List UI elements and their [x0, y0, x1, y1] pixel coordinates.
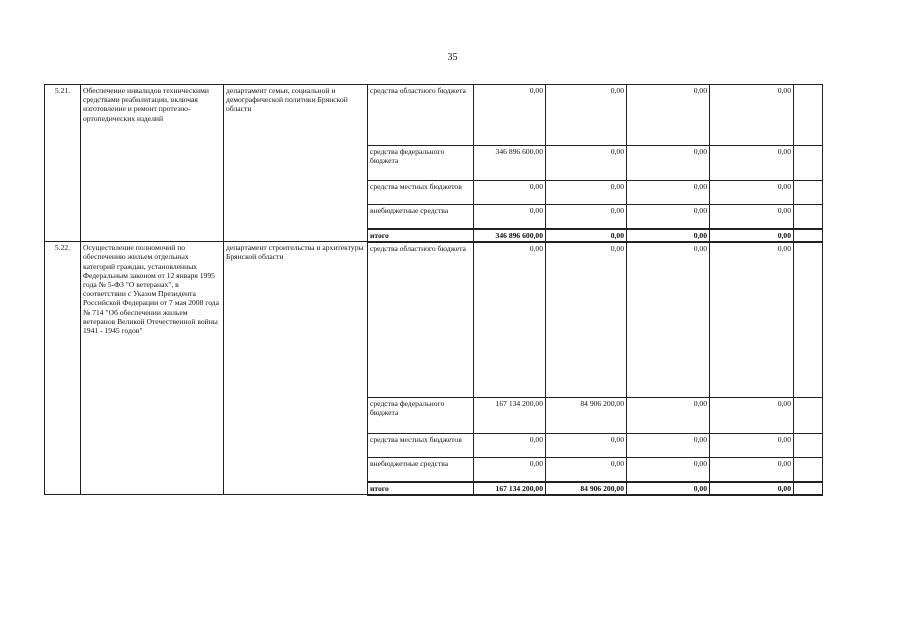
- value-cell: 84 906 200,00: [546, 398, 627, 434]
- value-cell: 0,00: [474, 85, 546, 146]
- value-cell: 0,00: [474, 181, 546, 205]
- value-cell: 0,00: [627, 482, 710, 495]
- value-cell: 346 896 600,00: [474, 146, 546, 181]
- value-cell: 0,00: [627, 205, 710, 229]
- empty-cell: [794, 458, 823, 482]
- table-row: [45, 85, 823, 146]
- value-cell: 0,00: [710, 85, 794, 146]
- funding-source: средства областного бюджета: [368, 85, 474, 146]
- value-cell: 0,00: [627, 434, 710, 458]
- value-cell: 0,00: [474, 434, 546, 458]
- funding-source: средства федерального бюджета: [368, 146, 474, 181]
- value-cell: 0,00: [710, 229, 794, 242]
- empty-cell: [794, 85, 823, 146]
- value-cell: 0,00: [474, 458, 546, 482]
- value-cell: 0,00: [627, 85, 710, 146]
- value-cell: 0,00: [474, 205, 546, 229]
- value-cell: 0,00: [710, 181, 794, 205]
- funding-source: средства областного бюджета: [368, 242, 474, 398]
- funding-source-total: итого: [368, 482, 474, 495]
- empty-cell: [794, 181, 823, 205]
- funding-source-total: итого: [368, 229, 474, 242]
- item-code: 5.22.: [45, 242, 81, 495]
- empty-cell: [794, 229, 823, 242]
- funding-source: средства федерального бюджета: [368, 398, 474, 434]
- item-code: 5.21.: [45, 85, 81, 242]
- funding-source: средства местных бюджетов: [368, 181, 474, 205]
- value-cell: 0,00: [546, 229, 627, 242]
- value-cell: 0,00: [546, 205, 627, 229]
- value-cell: 0,00: [546, 458, 627, 482]
- value-cell: 0,00: [627, 398, 710, 434]
- funding-source: внебюджетные средства: [368, 205, 474, 229]
- value-cell: 0,00: [546, 434, 627, 458]
- item-name: Осуществление полномочий по обеспечению жильем отдельных категорий граждан, установленных Федеральным законом от 12 января 1995 года № 5-ФЗ "О ветеранах", в соответствии с Указом Президента Российской Федерации от 7 мая 2008 года № 714 "Об обеспечении жильем ветеранов Великой Отечественной войны 1941 - 1945 годов": [81, 242, 224, 495]
- value-cell: 167 134 200,00: [474, 482, 546, 495]
- value-cell: 0,00: [710, 146, 794, 181]
- funding-source: внебюджетные средства: [368, 458, 474, 482]
- empty-cell: [794, 205, 823, 229]
- value-cell: 167 134 200,00: [474, 398, 546, 434]
- funding-source: средства местных бюджетов: [368, 434, 474, 458]
- table-row: [45, 242, 823, 398]
- value-cell: 346 896 600,00: [474, 229, 546, 242]
- value-cell: 0,00: [627, 181, 710, 205]
- value-cell: 0,00: [546, 146, 627, 181]
- item-department: департамент семьи, социальной и демографической политики Брянской области: [224, 85, 368, 242]
- value-cell: 0,00: [710, 398, 794, 434]
- empty-cell: [794, 434, 823, 458]
- page-number: 35: [447, 52, 458, 63]
- empty-cell: [794, 482, 823, 495]
- item-department: департамент строительства и архитектуры Брянской области: [224, 242, 368, 495]
- value-cell: 0,00: [710, 434, 794, 458]
- value-cell: 0,00: [546, 85, 627, 146]
- value-cell: 0,00: [546, 242, 627, 398]
- value-cell: 0,00: [474, 242, 546, 398]
- value-cell: 0,00: [627, 229, 710, 242]
- value-cell: 0,00: [546, 181, 627, 205]
- value-cell: 0,00: [710, 482, 794, 495]
- value-cell: 0,00: [627, 146, 710, 181]
- item-name: Обеспечение инвалидов техническими средствами реабилитации, включая изготовление и ремонт протезно-ортопедических изделий: [81, 85, 224, 242]
- value-cell: 0,00: [710, 458, 794, 482]
- empty-cell: [794, 398, 823, 434]
- empty-cell: [794, 242, 823, 398]
- value-cell: 84 906 200,00: [546, 482, 627, 495]
- empty-cell: [794, 146, 823, 181]
- value-cell: 0,00: [710, 242, 794, 398]
- value-cell: 0,00: [627, 242, 710, 398]
- value-cell: 0,00: [710, 205, 794, 229]
- budget-table: [44, 84, 823, 496]
- value-cell: 0,00: [627, 458, 710, 482]
